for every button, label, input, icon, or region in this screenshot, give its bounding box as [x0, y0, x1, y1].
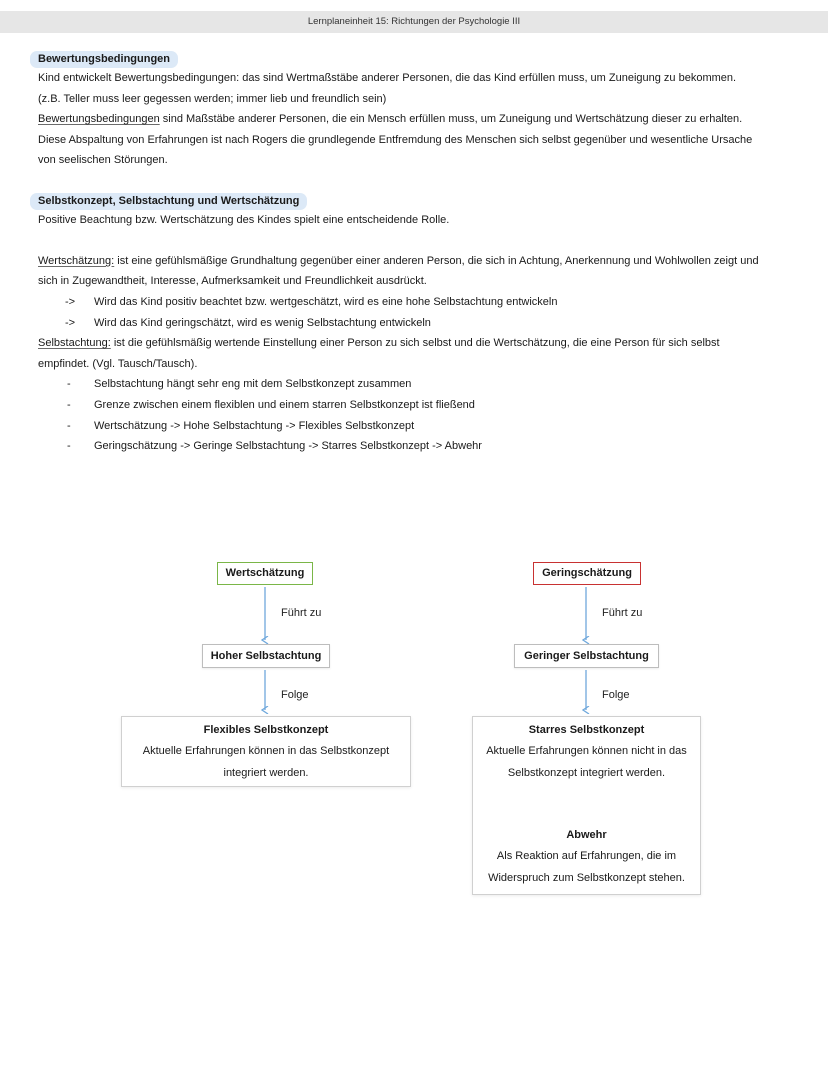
node-geringer-selbstachtung: Geringer Selbstachtung [514, 644, 659, 668]
node-description: Widerspruch zum Selbstkonzept stehen. [488, 871, 685, 884]
underlined-term: Selbstachtung: [38, 337, 111, 350]
node-description: Aktuelle Erfahrungen können in das Selbstkonzept [142, 745, 390, 757]
paragraph-line: Kind entwickelt Bewertungsbedingungen: das sind Wertmaßstäbe anderer Personen, die das Kind erfüllen muss, um Zuneigung zu bekommen. [38, 72, 737, 84]
node-hoher-selbstachtung: Hoher Selbstachtung [202, 644, 330, 668]
list-item: - Wertschätzung -> Hohe Selbstachtung -> Flexibles Selbstkonzept [38, 416, 798, 437]
node-geringschaetzung: Geringschätzung [533, 562, 641, 585]
edge-label: Folge [281, 689, 309, 701]
node-wertschaetzung: Wertschätzung [217, 562, 313, 585]
definition-line: sich in Zugewandtheit, Interesse, Aufmerksamkeit und Freundlichkeit ausdrückt. [38, 275, 427, 288]
underlined-term: Wertschätzung: [38, 254, 115, 267]
dash-marker: - [67, 440, 71, 453]
dash-marker: - [67, 419, 71, 432]
node-starres-selbstkonzept [472, 716, 701, 895]
arrow-marker: -> [65, 316, 76, 329]
node-title-abwehr: Abwehr [566, 829, 607, 841]
paragraph-line: von seelischen Störungen. [38, 154, 168, 167]
definition-line: Selbstachtung: ist die gefühlsmäßig wertende Einstellung einer Person zu sich selbst und die Wertschätzung, die eine Person für sich selbst [38, 337, 720, 350]
arrow-marker: -> [65, 295, 76, 308]
node-description: Aktuelle Erfahrungen können nicht in das [486, 745, 687, 757]
node-description: integriert werden. [223, 766, 309, 779]
node-description: Als Reaktion auf Erfahrungen, die im [496, 850, 677, 862]
term-definition: sind Maßstäbe anderer Personen, die ein Mensch erfüllen muss, um Zuneigung und Wertschätzung dieser zu erhalten. [159, 113, 743, 126]
node-flexibles-selbstkonzept [121, 716, 411, 787]
section-heading: Selbstkonzept, Selbstachtung und Wertschätzung [30, 193, 307, 210]
underlined-term: Bewertungsbedingungen [38, 113, 160, 126]
paragraph-line: Positive Beachtung bzw. Wertschätzung des Kindes spielt eine entscheidende Rolle. [38, 213, 450, 226]
document-title: Lernplaneinheit 15: Richtungen der Psychologie III [307, 16, 521, 27]
list-item: -> Wird das Kind geringschätzt, wird es wenig Selbstachtung entwickeln [38, 313, 798, 334]
dash-marker: - [67, 398, 71, 411]
section-heading: Bewertungsbedingungen [30, 51, 178, 68]
node-title: Starres Selbstkonzept [528, 724, 645, 736]
definition-line: empfindet. (Vgl. Tausch/Tausch). [38, 357, 198, 370]
edge-label: Führt zu [602, 607, 643, 619]
dash-marker: - [67, 378, 71, 391]
list-item: - Geringschätzung -> Geringe Selbstachtung -> Starres Selbstkonzept -> Abwehr [38, 436, 798, 457]
definition-line: Wertschätzung: ist eine gefühlsmäßige Grundhaltung gegenüber einer anderen Person, die sich in Achtung, Anerkennung und Wohlwollen zeigt und [38, 254, 759, 267]
edge-label: Führt zu [281, 607, 322, 619]
node-description: Selbstkonzept integriert werden. [507, 766, 666, 779]
list-item: -> Wird das Kind positiv beachtet bzw. wertgeschätzt, wird es eine hohe Selbstachtung entwickeln [38, 292, 798, 313]
node-title: Flexibles Selbstkonzept [203, 724, 329, 736]
paragraph-line: Diese Abspaltung von Erfahrungen ist nach Rogers die grundlegende Entfremdung des Menschen sich selbst gegenüber und wesentliche Ursache [38, 133, 753, 146]
list-item: - Grenze zwischen einem flexiblen und einem starren Selbstkonzept ist fließend [38, 395, 798, 416]
edge-label: Folge [602, 689, 630, 701]
paragraph-line: (z.B. Teller muss leer gegessen werden; immer lieb und freundlich sein) [38, 92, 387, 105]
list-item: - Selbstachtung hängt sehr eng mit dem Selbstkonzept zusammen [38, 374, 798, 395]
